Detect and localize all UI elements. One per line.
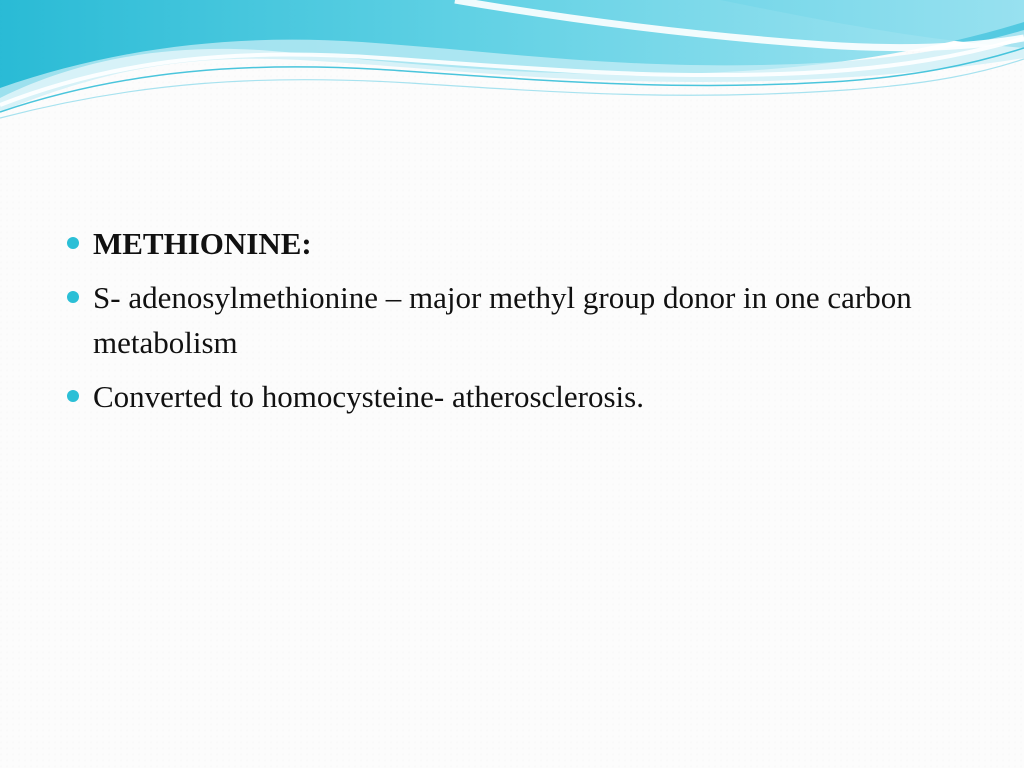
bullet-dot-icon bbox=[67, 237, 79, 249]
bullet-text: S- adenosylmethionine – major methyl group donor in one carbon metabolism bbox=[93, 280, 912, 360]
decorative-wave-header bbox=[0, 0, 1024, 140]
bullet-item-homocysteine bbox=[62, 374, 972, 419]
bullet-item-s-adenosylmethionine bbox=[62, 275, 972, 365]
slide-content bbox=[62, 221, 972, 428]
bullet-dot-icon bbox=[67, 291, 79, 303]
bullet-item-methionine-heading bbox=[62, 221, 972, 266]
bullet-dot-icon bbox=[67, 390, 79, 402]
bullet-list bbox=[62, 221, 972, 419]
bullet-text: METHIONINE: bbox=[93, 226, 312, 261]
bullet-text: Converted to homocysteine- atherosclerosis. bbox=[93, 379, 644, 414]
